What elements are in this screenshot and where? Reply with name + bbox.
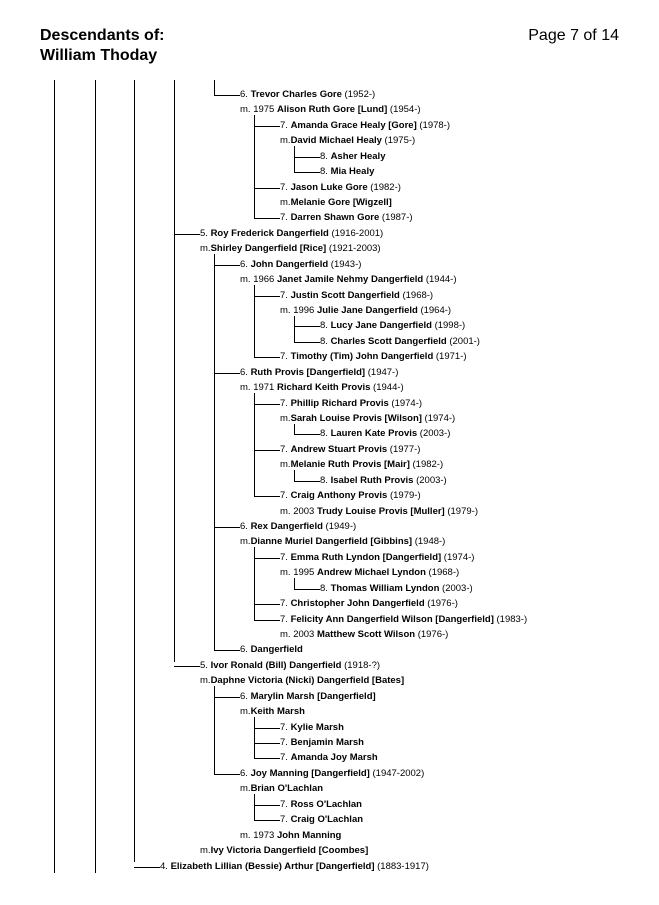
spouse-entry xyxy=(280,413,455,425)
spouse-entry xyxy=(240,274,456,286)
descendant-entry xyxy=(160,861,429,873)
generation-prefix: m. xyxy=(240,783,251,795)
spouse-entry xyxy=(280,197,392,209)
spouse-entry xyxy=(200,675,404,687)
person-name: Benjamin Marsh xyxy=(290,737,364,749)
descendant-entry xyxy=(280,182,401,194)
connector-line xyxy=(134,867,160,868)
connector-line xyxy=(254,496,280,497)
branch-line xyxy=(294,316,295,342)
life-dates: (1998-) xyxy=(431,320,466,332)
life-dates: (1978-) xyxy=(416,119,451,131)
generation-prefix: 5. xyxy=(200,227,211,239)
connector-line xyxy=(254,604,280,605)
person-name: Daphne Victoria (Nicki) Dangerfield [Bates] xyxy=(210,675,405,687)
generation-prefix: 7. xyxy=(280,181,291,193)
life-dates: (1975-) xyxy=(381,135,416,147)
person-name: Melanie Ruth Provis [Mair] xyxy=(290,459,410,471)
person-name: Jason Luke Gore xyxy=(290,181,368,193)
generation-prefix: 7. xyxy=(280,613,291,625)
generation-prefix: 8. xyxy=(320,166,331,178)
title-line-1: Descendants of: xyxy=(40,27,165,44)
person-name: Elizabeth Lillian (Bessie) Arthur [Dangerfield] xyxy=(170,860,375,872)
person-name: Trudy Louise Provis [Muller] xyxy=(316,505,445,517)
life-dates: (1982-) xyxy=(367,181,401,193)
life-dates: (1947-) xyxy=(365,366,399,378)
spouse-entry xyxy=(240,830,341,842)
life-dates: (1916-2001) xyxy=(328,227,384,239)
person-name: Alison Ruth Gore [Lund] xyxy=(276,104,388,116)
person-name: Emma Ruth Lyndon [Dangerfield] xyxy=(290,551,442,563)
person-name: Kylie Marsh xyxy=(290,721,344,733)
connector-line xyxy=(254,126,280,127)
connector-line xyxy=(254,404,280,405)
descendant-entry xyxy=(240,367,398,379)
connector-line xyxy=(294,434,320,435)
descendant-entry xyxy=(280,722,344,734)
life-dates: (1921-2003) xyxy=(326,243,381,255)
life-dates: (1943-) xyxy=(328,258,362,270)
generation-prefix: 7. xyxy=(280,721,291,733)
generation-prefix: m. 1966 xyxy=(240,274,277,286)
life-dates: (1968-) xyxy=(399,289,434,301)
generation-prefix: 8. xyxy=(320,428,331,440)
person-name: Amanda Grace Healy [Gore] xyxy=(290,119,417,131)
spouse-entry xyxy=(280,135,415,147)
person-name: Rex Dangerfield xyxy=(250,521,323,533)
connector-line xyxy=(214,373,240,374)
generation-prefix: 7. xyxy=(280,397,291,409)
descendant-entry xyxy=(280,737,364,749)
descendant-entry xyxy=(240,521,356,533)
descendant-entry xyxy=(280,552,474,564)
generation-prefix: 7. xyxy=(280,752,291,764)
person-name: Timothy (Tim) John Dangerfield xyxy=(290,351,434,363)
descendant-entry xyxy=(240,691,376,703)
generation-prefix: 8. xyxy=(320,150,331,162)
generation-prefix: m. xyxy=(200,845,211,857)
person-name: Matthew Scott Wilson xyxy=(316,629,416,641)
connector-line xyxy=(254,758,280,759)
descendant-entry xyxy=(320,320,465,332)
person-name: John Manning xyxy=(276,829,342,841)
generation-prefix: m. xyxy=(240,706,251,718)
connector-line xyxy=(294,157,320,158)
person-name: Roy Frederick Dangerfield xyxy=(210,227,329,239)
person-name: David Michael Healy xyxy=(290,135,382,147)
connector-line xyxy=(254,805,280,806)
life-dates: (1983-) xyxy=(493,613,528,625)
life-dates: (1971-) xyxy=(433,351,467,363)
connector-line xyxy=(294,481,320,482)
person-name: Dangerfield xyxy=(250,644,303,656)
generation-prefix: 5. xyxy=(200,659,211,671)
life-dates: (1976-) xyxy=(424,598,458,610)
life-dates: (1982-) xyxy=(409,459,444,471)
generation-prefix: 7. xyxy=(280,598,291,610)
spouse-entry xyxy=(280,506,478,518)
person-name: Joy Manning [Dangerfield] xyxy=(250,767,370,779)
descendant-entry xyxy=(320,166,374,178)
generation-prefix: 6. xyxy=(240,521,251,533)
branch-line xyxy=(254,115,255,218)
generation-prefix: 7. xyxy=(280,212,291,224)
person-name: Craig Anthony Provis xyxy=(290,490,388,502)
page-number: Page 7 of 14 xyxy=(528,27,619,44)
descendant-entry xyxy=(240,89,375,101)
person-name: Justin Scott Dangerfield xyxy=(290,289,400,301)
generation-prefix: 8. xyxy=(320,474,331,486)
generation-prefix: 7. xyxy=(280,351,291,363)
life-dates: (1974-) xyxy=(441,551,475,563)
generation-prefix: m. 1971 xyxy=(240,382,277,394)
life-dates: (1949-) xyxy=(322,521,357,533)
branch-line xyxy=(254,393,255,496)
person-name: Phillip Richard Provis xyxy=(290,397,389,409)
person-name: Marylin Marsh [Dangerfield] xyxy=(250,690,376,702)
life-dates: (1968-) xyxy=(425,567,460,579)
life-dates: (1987-) xyxy=(379,212,413,224)
generation-prefix: m. 2003 xyxy=(280,505,317,517)
generation-prefix: 7. xyxy=(280,814,291,826)
connector-line xyxy=(294,326,320,327)
generation-prefix: 7. xyxy=(280,443,291,455)
connector-line xyxy=(254,357,280,358)
person-name: Brian O'Lachlan xyxy=(250,783,324,795)
generation-prefix: 7. xyxy=(280,490,291,502)
life-dates: (1918-?) xyxy=(341,659,381,671)
branch-line xyxy=(214,686,215,774)
title-line-2: William Thoday xyxy=(40,47,158,64)
life-dates: (2001-) xyxy=(446,335,480,347)
life-dates: (1944-) xyxy=(370,382,404,394)
person-name: Charles Scott Dangerfield xyxy=(330,335,447,347)
connector-line xyxy=(214,265,240,266)
life-dates: (1964-) xyxy=(417,305,452,317)
life-dates: (2003-) xyxy=(413,474,447,486)
person-name: Felicity Ann Dangerfield Wilson [Dangerfield] xyxy=(290,613,494,625)
person-name: Ross O'Lachlan xyxy=(290,798,362,810)
branch-line xyxy=(214,80,215,95)
life-dates: (1944-) xyxy=(423,274,457,286)
person-name: Julie Jane Dangerfield xyxy=(316,305,418,317)
life-dates: (1974-) xyxy=(388,397,423,409)
spouse-entry xyxy=(280,459,443,471)
generation-prefix: 8. xyxy=(320,335,331,347)
person-name: Ivy Victoria Dangerfield [Coombes] xyxy=(210,845,369,857)
descendant-entry xyxy=(320,428,450,440)
branch-line xyxy=(254,794,255,820)
spouse-entry xyxy=(240,536,445,548)
life-dates: (1979-) xyxy=(444,505,478,517)
generation-prefix: 8. xyxy=(320,582,331,594)
generation-prefix: m. 2003 xyxy=(280,629,317,641)
generation-prefix: m. 1973 xyxy=(240,829,277,841)
spouse-entry xyxy=(280,567,459,579)
life-dates: (1954-) xyxy=(387,104,421,116)
life-dates: (1974-) xyxy=(421,413,456,425)
person-name: Andrew Michael Lyndon xyxy=(316,567,426,579)
generation-prefix: m. xyxy=(200,675,211,687)
descendant-entry xyxy=(200,660,380,672)
descendant-entry xyxy=(200,228,383,240)
person-name: Darren Shawn Gore xyxy=(290,212,380,224)
connector-line xyxy=(254,728,280,729)
person-name: Asher Healy xyxy=(330,150,386,162)
spouse-entry xyxy=(200,845,368,857)
descendant-entry xyxy=(320,583,473,595)
descendant-entry xyxy=(280,212,413,224)
person-name: Trevor Charles Gore xyxy=(250,89,342,100)
generation-prefix: m. xyxy=(280,413,291,425)
life-dates: (1883-1917) xyxy=(374,860,429,872)
person-name: Melanie Gore [Wigzell] xyxy=(290,197,392,208)
life-dates: (1947-2002) xyxy=(369,767,425,779)
person-name: Keith Marsh xyxy=(250,706,305,718)
descendant-entry xyxy=(240,768,424,780)
generation-prefix: m. xyxy=(240,536,251,548)
descendant-entry xyxy=(320,475,447,487)
descendant-entry xyxy=(280,351,467,363)
generation-prefix: 7. xyxy=(280,737,291,749)
person-name: Dianne Muriel Dangerfield [Gibbins] xyxy=(250,536,413,548)
life-dates: (1948-) xyxy=(412,536,446,548)
connector-line xyxy=(254,620,280,621)
spouse-entry xyxy=(240,706,305,718)
branch-line xyxy=(294,470,295,480)
person-name: John Dangerfield xyxy=(250,258,329,270)
descendant-entry xyxy=(280,752,378,764)
branch-line xyxy=(294,424,295,434)
descendant-entry xyxy=(280,799,362,811)
connector-line xyxy=(294,172,320,173)
generation-prefix: m. xyxy=(280,459,291,471)
person-name: Sarah Louise Provis [Wilson] xyxy=(290,413,422,425)
generation-prefix: m. 1975 xyxy=(240,104,277,116)
connector-line xyxy=(174,666,200,667)
generation-prefix: 7. xyxy=(280,119,291,131)
life-dates: (1979-) xyxy=(387,490,421,502)
generation-prefix: 6. xyxy=(240,644,251,656)
generation-prefix: 6. xyxy=(240,767,251,779)
generation-prefix: m. 1995 xyxy=(280,567,317,579)
person-name: Shirley Dangerfield [Rice] xyxy=(210,243,327,255)
generation-prefix: m. 1996 xyxy=(280,305,317,317)
branch-line xyxy=(254,717,255,758)
person-name: Andrew Stuart Provis xyxy=(290,443,388,455)
person-name: Richard Keith Provis xyxy=(276,382,371,394)
generation-line xyxy=(95,80,96,873)
descendant-entry xyxy=(280,814,363,826)
generation-prefix: m. xyxy=(280,135,291,147)
generation-prefix: 6. xyxy=(240,258,251,270)
connector-line xyxy=(294,589,320,590)
life-dates: (2003-) xyxy=(417,428,451,440)
generation-line xyxy=(174,80,175,662)
descendant-entry xyxy=(280,490,421,502)
branch-line xyxy=(294,578,295,588)
person-name: Janet Jamile Nehmy Dangerfield xyxy=(276,274,424,286)
spouse-entry xyxy=(240,783,323,795)
generation-prefix: 7. xyxy=(280,289,291,301)
person-name: Isabel Ruth Provis xyxy=(330,474,414,486)
descendant-entry xyxy=(280,444,420,456)
branch-line xyxy=(294,146,295,172)
connector-line xyxy=(294,342,320,343)
life-dates: (2003-) xyxy=(439,582,473,594)
person-name: Amanda Joy Marsh xyxy=(290,752,378,764)
connector-line xyxy=(214,95,240,96)
generation-prefix: m. xyxy=(200,243,211,255)
connector-line xyxy=(254,558,280,559)
life-dates: (1976-) xyxy=(415,629,449,641)
connector-line xyxy=(254,188,280,189)
connector-line xyxy=(214,527,240,528)
generation-prefix: 7. xyxy=(280,798,291,810)
connector-line xyxy=(214,774,240,775)
connector-line xyxy=(254,820,280,821)
connector-line xyxy=(254,743,280,744)
connector-line xyxy=(254,218,280,219)
generation-prefix: 7. xyxy=(280,551,291,563)
spouse-entry xyxy=(280,305,451,317)
generation-line xyxy=(134,80,135,862)
branch-line xyxy=(214,254,215,650)
descendant-entry xyxy=(280,598,458,610)
generation-prefix: 6. xyxy=(240,366,251,378)
descendant-entry xyxy=(320,151,385,163)
descendant-entry xyxy=(240,644,303,656)
descendant-entry xyxy=(240,259,361,271)
person-name: Ruth Provis [Dangerfield] xyxy=(250,366,366,378)
generation-prefix: 6. xyxy=(240,690,251,702)
life-dates: (1952-) xyxy=(341,89,376,100)
descendant-entry xyxy=(280,290,433,302)
connector-line xyxy=(174,234,200,235)
descendant-entry xyxy=(280,120,450,132)
connector-line xyxy=(214,697,240,698)
person-name: Ivor Ronald (Bill) Dangerfield xyxy=(210,659,342,671)
spouse-entry xyxy=(200,243,381,255)
descendant-entry xyxy=(280,614,527,626)
generation-prefix: 6. xyxy=(240,89,251,100)
connector-line xyxy=(214,650,240,651)
person-name: Thomas William Lyndon xyxy=(330,582,440,594)
person-name: Christopher John Dangerfield xyxy=(290,598,425,610)
spouse-entry xyxy=(280,629,448,641)
spouse-entry xyxy=(240,382,404,394)
generation-prefix: m. xyxy=(280,197,291,208)
life-dates: (1977-) xyxy=(387,443,421,455)
generation-prefix: 4. xyxy=(160,860,171,872)
report-title xyxy=(40,26,164,66)
person-name: Lauren Kate Provis xyxy=(330,428,418,440)
person-name: Craig O'Lachlan xyxy=(290,814,364,826)
connector-line xyxy=(254,450,280,451)
person-name: Mia Healy xyxy=(330,166,375,178)
person-name: Lucy Jane Dangerfield xyxy=(330,320,432,332)
descendant-entry xyxy=(320,336,480,348)
generation-prefix: 8. xyxy=(320,320,331,332)
spouse-entry xyxy=(240,104,421,116)
descendant-entry xyxy=(280,398,422,410)
connector-line xyxy=(254,296,280,297)
generation-line xyxy=(54,80,55,873)
